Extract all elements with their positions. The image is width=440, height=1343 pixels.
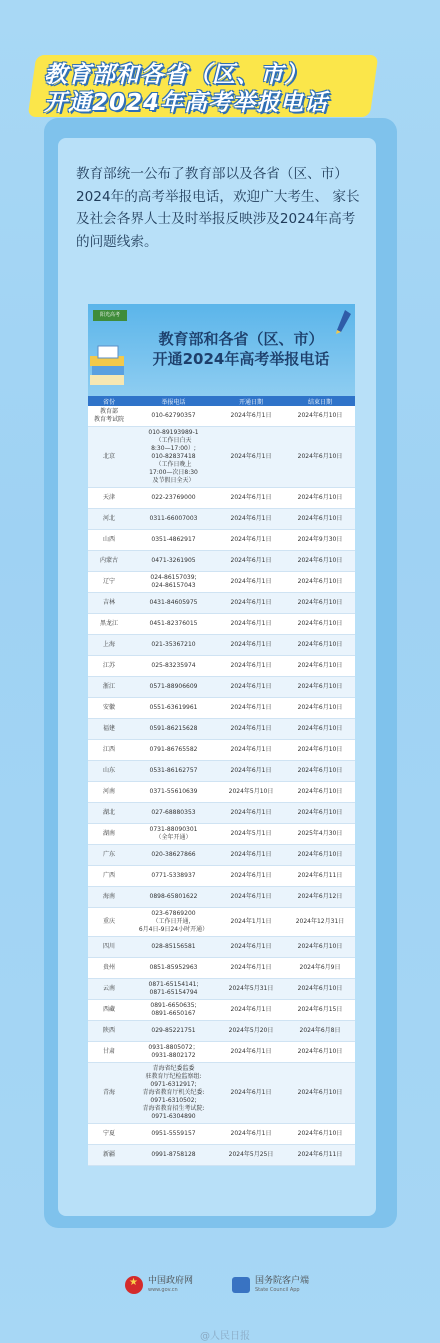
table-header-cell: 结束日期 — [285, 396, 355, 406]
table-cell: 2024年6月1日 — [217, 803, 285, 824]
table-cell: 青海 — [88, 1063, 130, 1124]
table-header-row — [88, 396, 355, 406]
table-cell: 2024年6月10日 — [285, 979, 355, 1000]
table-row — [88, 979, 355, 1000]
table-row — [88, 614, 355, 635]
banner-title — [130, 329, 352, 369]
table-cell: 2024年6月1日 — [217, 1063, 285, 1124]
table-cell: 西藏 — [88, 1000, 130, 1021]
page-title-line2: 开通2024年高考举报电话 — [44, 90, 329, 116]
table-cell: 0771-5338937 — [130, 866, 217, 887]
table-cell: 010-89193989-1 （工作日白天 8:30—17:00）; 010-82837418 （工作日晚上 17:00—次日8:30 及节假日全天） — [130, 427, 217, 488]
table-cell: 2024年12月31日 — [285, 908, 355, 937]
table-cell: 2024年6月10日 — [285, 406, 355, 427]
table-cell: 广东 — [88, 845, 130, 866]
table-row — [88, 656, 355, 677]
table-header-cell: 省份 — [88, 396, 130, 406]
gov-logo — [125, 1276, 193, 1294]
table-cell: 028-85156581 — [130, 937, 217, 958]
table-cell: 辽宁 — [88, 572, 130, 593]
table-cell: 2024年6月1日 — [217, 845, 285, 866]
table-cell: 2024年5月10日 — [217, 782, 285, 803]
banner-title-line1: 教育部和各省（区、市） — [158, 330, 324, 348]
table-cell: 四川 — [88, 937, 130, 958]
table-row — [88, 803, 355, 824]
table-cell: 2024年6月1日 — [217, 406, 285, 427]
table-cell: 0898-65801622 — [130, 887, 217, 908]
table-cell: 江西 — [88, 740, 130, 761]
table-row — [88, 908, 355, 937]
table-cell: 青海省纪委监委 驻教育厅纪检监察组: 0971-6312917; 青海省教育厅机关纪委: 0971-6310502; 青海省教育招生考试院: 0971-6304890 — [130, 1063, 217, 1124]
table-cell: 天津 — [88, 488, 130, 509]
book-icon — [88, 336, 128, 396]
table-cell: 上海 — [88, 635, 130, 656]
table-cell: 安徽 — [88, 698, 130, 719]
table-cell: 025-83235974 — [130, 656, 217, 677]
table-cell: 027-68880353 — [130, 803, 217, 824]
table-cell: 2024年6月1日 — [217, 572, 285, 593]
table-cell: 020-38627866 — [130, 845, 217, 866]
table-row — [88, 740, 355, 761]
table-cell: 2024年6月1日 — [217, 866, 285, 887]
table-cell: 2024年6月1日 — [217, 677, 285, 698]
table-cell: 2024年6月10日 — [285, 677, 355, 698]
app-name: 国务院客户端 — [255, 1276, 310, 1286]
pencil-icon — [335, 310, 351, 334]
table-cell: 山西 — [88, 530, 130, 551]
table-cell: 2024年5月31日 — [217, 979, 285, 1000]
table-cell: 029-85221751 — [130, 1021, 217, 1042]
hotline-table — [88, 396, 355, 1166]
table-cell: 2024年6月12日 — [285, 887, 355, 908]
table-cell: 0311-66007003 — [130, 509, 217, 530]
table-cell: 0351-4862917 — [130, 530, 217, 551]
table-cell: 2024年6月10日 — [285, 719, 355, 740]
table-row — [88, 1021, 355, 1042]
table-row — [88, 551, 355, 572]
table-cell: 浙江 — [88, 677, 130, 698]
table-row — [88, 677, 355, 698]
table-cell: 2024年6月10日 — [285, 937, 355, 958]
table-cell: 2024年6月10日 — [285, 761, 355, 782]
table-cell: 江苏 — [88, 656, 130, 677]
table-cell: 2024年6月8日 — [285, 1021, 355, 1042]
table-row — [88, 1063, 355, 1124]
table-cell: 2024年6月10日 — [285, 845, 355, 866]
table-cell: 甘肃 — [88, 1042, 130, 1063]
table-cell: 2024年6月1日 — [217, 887, 285, 908]
table-cell: 2024年6月10日 — [285, 698, 355, 719]
table-cell: 2024年6月1日 — [217, 719, 285, 740]
table-cell: 022-23769000 — [130, 488, 217, 509]
table-row — [88, 406, 355, 427]
table-cell: 2024年5月1日 — [217, 824, 285, 845]
table-cell: 0891-6650635; 0891-6650167 — [130, 1000, 217, 1021]
table-cell: 2024年6月10日 — [285, 551, 355, 572]
table-cell: 023-67869200 （工作日开通， 6月4日-9日24小时开通） — [130, 908, 217, 937]
table-cell: 2024年6月10日 — [285, 782, 355, 803]
table-cell: 2024年6月10日 — [285, 656, 355, 677]
gov-url: www.gov.cn — [148, 1287, 178, 1293]
table-cell: 0591-86215628 — [130, 719, 217, 740]
table-cell: 黑龙江 — [88, 614, 130, 635]
table-cell: 2024年6月1日 — [217, 1042, 285, 1063]
intro-text: 教育部统一公布了教育部以及各省（区、市）2024年的高考举报电话，欢迎广大考生、 家长及社会各界人士及时举报反映涉及2024年高考的问题线索。 — [76, 166, 360, 250]
table-row — [88, 1000, 355, 1021]
table-cell: 陕西 — [88, 1021, 130, 1042]
table-row — [88, 937, 355, 958]
table-header-cell: 举报电话 — [130, 396, 217, 406]
table-cell: 重庆 — [88, 908, 130, 937]
table-cell: 2024年6月1日 — [217, 530, 285, 551]
table-cell: 2024年6月10日 — [285, 427, 355, 488]
table-cell: 2024年6月1日 — [217, 1000, 285, 1021]
table-cell: 0471-3261905 — [130, 551, 217, 572]
table-cell: 2024年5月20日 — [217, 1021, 285, 1042]
page-title-line1: 教育部和各省（区、市） — [44, 62, 308, 88]
table-cell: 湖南 — [88, 824, 130, 845]
table-cell: 教育部 教育考试院 — [88, 406, 130, 427]
table-row — [88, 572, 355, 593]
table-cell: 2024年6月1日 — [217, 740, 285, 761]
table-cell: 2024年6月1日 — [217, 427, 285, 488]
sunshine-gaokao-logo: 阳光高考 — [93, 310, 127, 321]
table-cell: 0451-82376015 — [130, 614, 217, 635]
table-header-cell: 开通日期 — [217, 396, 285, 406]
table-row — [88, 488, 355, 509]
table-cell: 021-35367210 — [130, 635, 217, 656]
table-cell: 0951-5559157 — [130, 1124, 217, 1145]
table-cell: 0431-84605975 — [130, 593, 217, 614]
table-cell: 广西 — [88, 866, 130, 887]
national-emblem-icon — [125, 1276, 143, 1294]
table-cell: 贵州 — [88, 958, 130, 979]
table-row — [88, 1124, 355, 1145]
table-row — [88, 866, 355, 887]
table-cell: 新疆 — [88, 1145, 130, 1166]
table-cell: 2024年6月1日 — [217, 635, 285, 656]
table-cell: 2024年6月1日 — [217, 958, 285, 979]
table-row — [88, 761, 355, 782]
table-cell: 河北 — [88, 509, 130, 530]
table-cell: 0731-88090301 （全年开通） — [130, 824, 217, 845]
table-cell: 2024年9月30日 — [285, 530, 355, 551]
table-row — [88, 635, 355, 656]
table-cell: 0851-85952963 — [130, 958, 217, 979]
app-sub: State Council App — [255, 1287, 300, 1293]
gov-name: 中国政府网 — [148, 1276, 194, 1286]
table-cell: 2024年6月9日 — [285, 958, 355, 979]
state-council-app-logo — [232, 1276, 309, 1294]
table-cell: 2024年6月15日 — [285, 1000, 355, 1021]
table-cell: 2024年6月10日 — [285, 488, 355, 509]
table-cell: 2024年6月10日 — [285, 803, 355, 824]
table-cell: 2025年4月30日 — [285, 824, 355, 845]
table-row — [88, 593, 355, 614]
table-banner — [88, 304, 355, 396]
table-cell: 2024年6月10日 — [285, 740, 355, 761]
table-cell: 2024年6月10日 — [285, 614, 355, 635]
table-cell: 2024年6月1日 — [217, 509, 285, 530]
table-row — [88, 1042, 355, 1063]
table-cell: 0551-63619961 — [130, 698, 217, 719]
table-cell: 2024年1月1日 — [217, 908, 285, 937]
table-cell: 010-62790357 — [130, 406, 217, 427]
table-cell: 2024年6月1日 — [217, 614, 285, 635]
table-cell: 2024年6月10日 — [285, 635, 355, 656]
table-row — [88, 1145, 355, 1166]
watermark: @人民日报 — [200, 1331, 250, 1342]
table-row — [88, 824, 355, 845]
table-cell: 宁夏 — [88, 1124, 130, 1145]
table-cell: 2024年6月1日 — [217, 551, 285, 572]
table-cell: 2024年6月10日 — [285, 593, 355, 614]
table-cell: 2024年6月10日 — [285, 572, 355, 593]
table-cell: 内蒙古 — [88, 551, 130, 572]
table-row — [88, 698, 355, 719]
banner-title-line2: 开通2024年高考举报电话 — [152, 350, 330, 368]
title-banner — [32, 55, 374, 119]
table-cell: 2024年6月10日 — [285, 1063, 355, 1124]
table-cell: 0871-65154141; 0871-65154794 — [130, 979, 217, 1000]
table-cell: 0371-55610639 — [130, 782, 217, 803]
table-cell: 2024年6月10日 — [285, 509, 355, 530]
table-cell: 海南 — [88, 887, 130, 908]
table-row — [88, 887, 355, 908]
table-row — [88, 427, 355, 488]
table-cell: 0531-86162757 — [130, 761, 217, 782]
table-row — [88, 719, 355, 740]
table-row — [88, 530, 355, 551]
table-cell: 福建 — [88, 719, 130, 740]
table-cell: 2024年6月1日 — [217, 593, 285, 614]
table-cell: 2024年6月10日 — [285, 1124, 355, 1145]
table-row — [88, 845, 355, 866]
table-cell: 2024年6月1日 — [217, 488, 285, 509]
table-cell: 2024年6月11日 — [285, 1145, 355, 1166]
table-cell: 2024年6月1日 — [217, 937, 285, 958]
table-cell: 2024年6月10日 — [285, 1042, 355, 1063]
table-cell: 0791-86765582 — [130, 740, 217, 761]
table-cell: 2024年6月11日 — [285, 866, 355, 887]
table-cell: 山东 — [88, 761, 130, 782]
table-cell: 0991-8758128 — [130, 1145, 217, 1166]
table-cell: 2024年6月1日 — [217, 1124, 285, 1145]
table-cell: 2024年6月1日 — [217, 698, 285, 719]
table-cell: 吉林 — [88, 593, 130, 614]
table-cell: 湖北 — [88, 803, 130, 824]
table-row — [88, 509, 355, 530]
table-cell: 024-86157039; 024-86157043 — [130, 572, 217, 593]
table-cell: 0931-8805072； 0931-8802172 — [130, 1042, 217, 1063]
table-cell: 北京 — [88, 427, 130, 488]
table-cell: 0571-88906609 — [130, 677, 217, 698]
app-icon — [232, 1277, 250, 1293]
table-cell: 2024年5月25日 — [217, 1145, 285, 1166]
table-cell: 2024年6月1日 — [217, 761, 285, 782]
table-row — [88, 782, 355, 803]
footer — [0, 1276, 440, 1306]
table-row — [88, 958, 355, 979]
table-cell: 2024年6月1日 — [217, 656, 285, 677]
table-cell: 河南 — [88, 782, 130, 803]
table-cell: 云南 — [88, 979, 130, 1000]
